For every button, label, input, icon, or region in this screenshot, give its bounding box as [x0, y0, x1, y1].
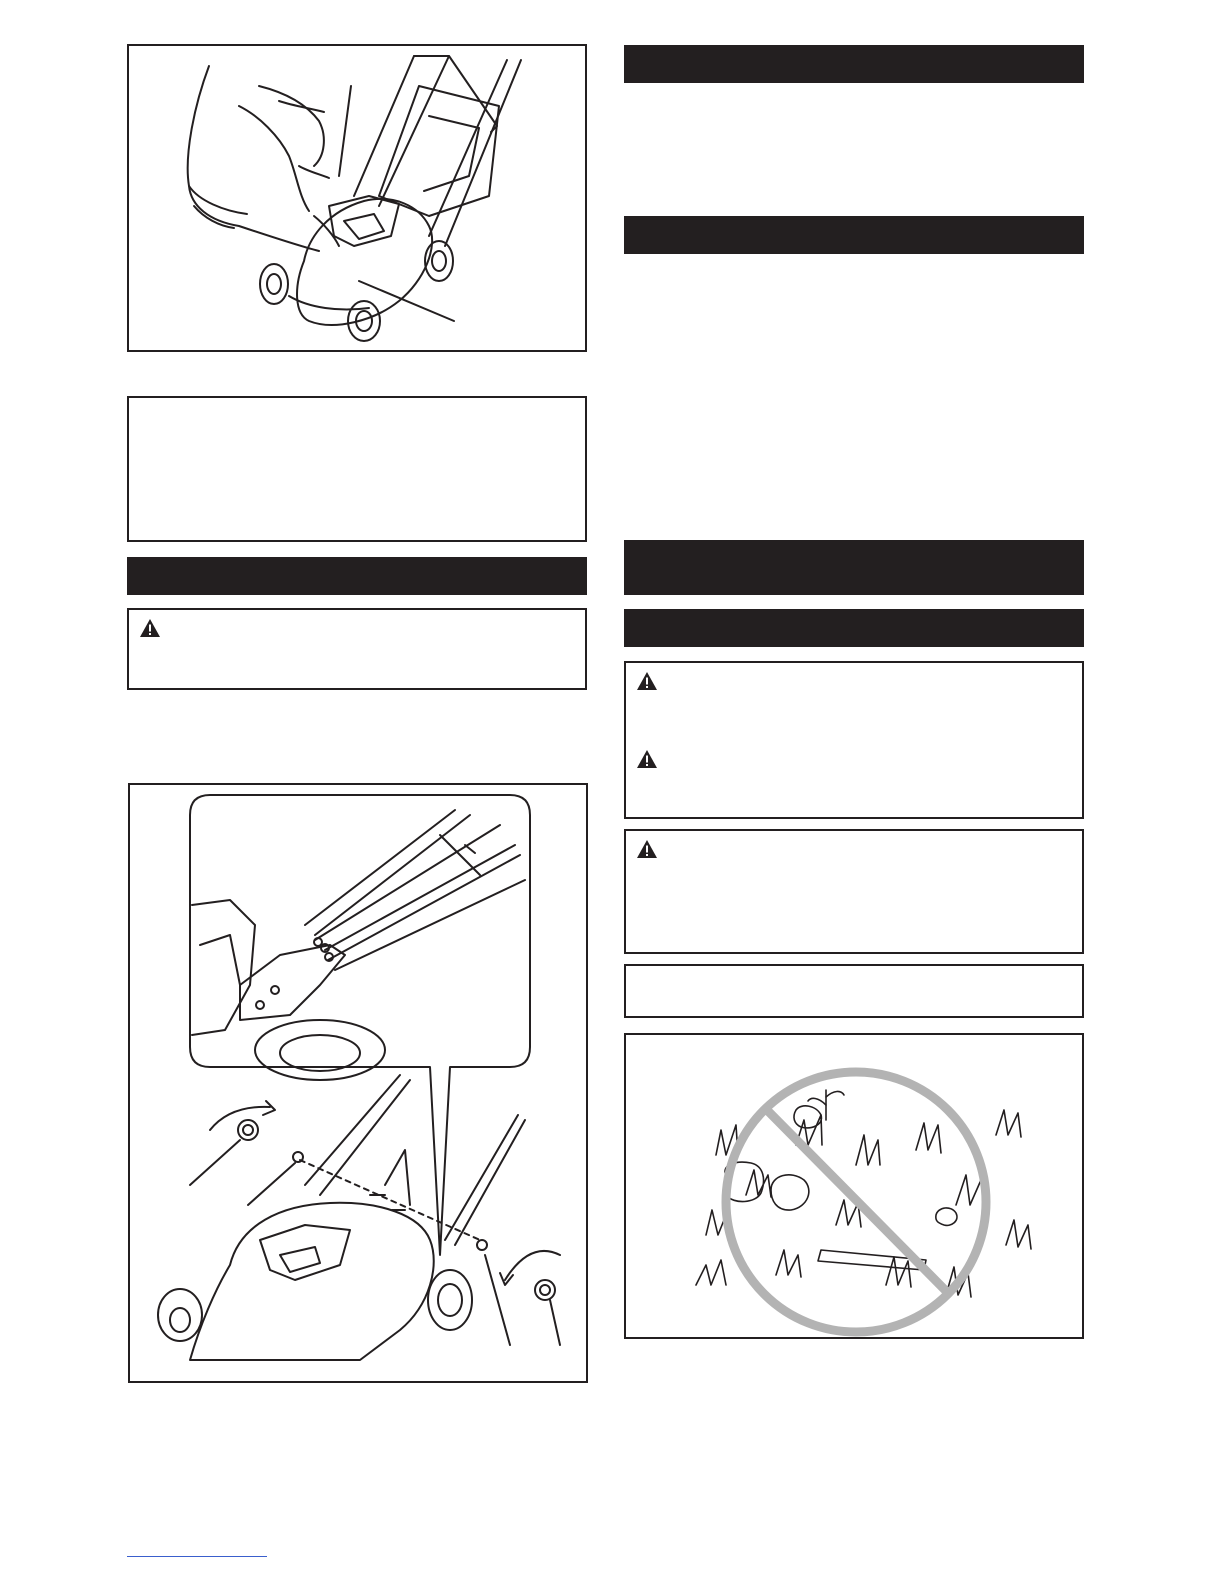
prohibited-debris-illustration [626, 1035, 1082, 1337]
warning-triangle-icon [139, 618, 161, 638]
figure-prohibited-debris [624, 1033, 1084, 1339]
figure-battery-insert [127, 44, 587, 352]
section-heading-bar-2 [624, 216, 1084, 254]
section-heading-bar [127, 557, 587, 595]
warning-box [127, 608, 587, 690]
handle-height-adjustment-illustration [130, 785, 586, 1381]
note-box [127, 396, 587, 542]
footer-link-underline [127, 1556, 267, 1557]
warning-triangle-icon [636, 749, 658, 769]
figure-handle-adjustment [128, 783, 588, 1383]
mower-battery-insert-illustration [129, 46, 585, 350]
warning-triangle-icon [636, 671, 658, 691]
warning-box-2 [624, 829, 1084, 954]
section-heading-bar-1 [624, 45, 1084, 83]
warning-triangle-icon [636, 839, 658, 859]
section-heading-bar-3 [624, 609, 1084, 647]
chapter-heading-bar [624, 540, 1084, 595]
note-box-right [624, 964, 1084, 1018]
warning-box-1 [624, 661, 1084, 819]
